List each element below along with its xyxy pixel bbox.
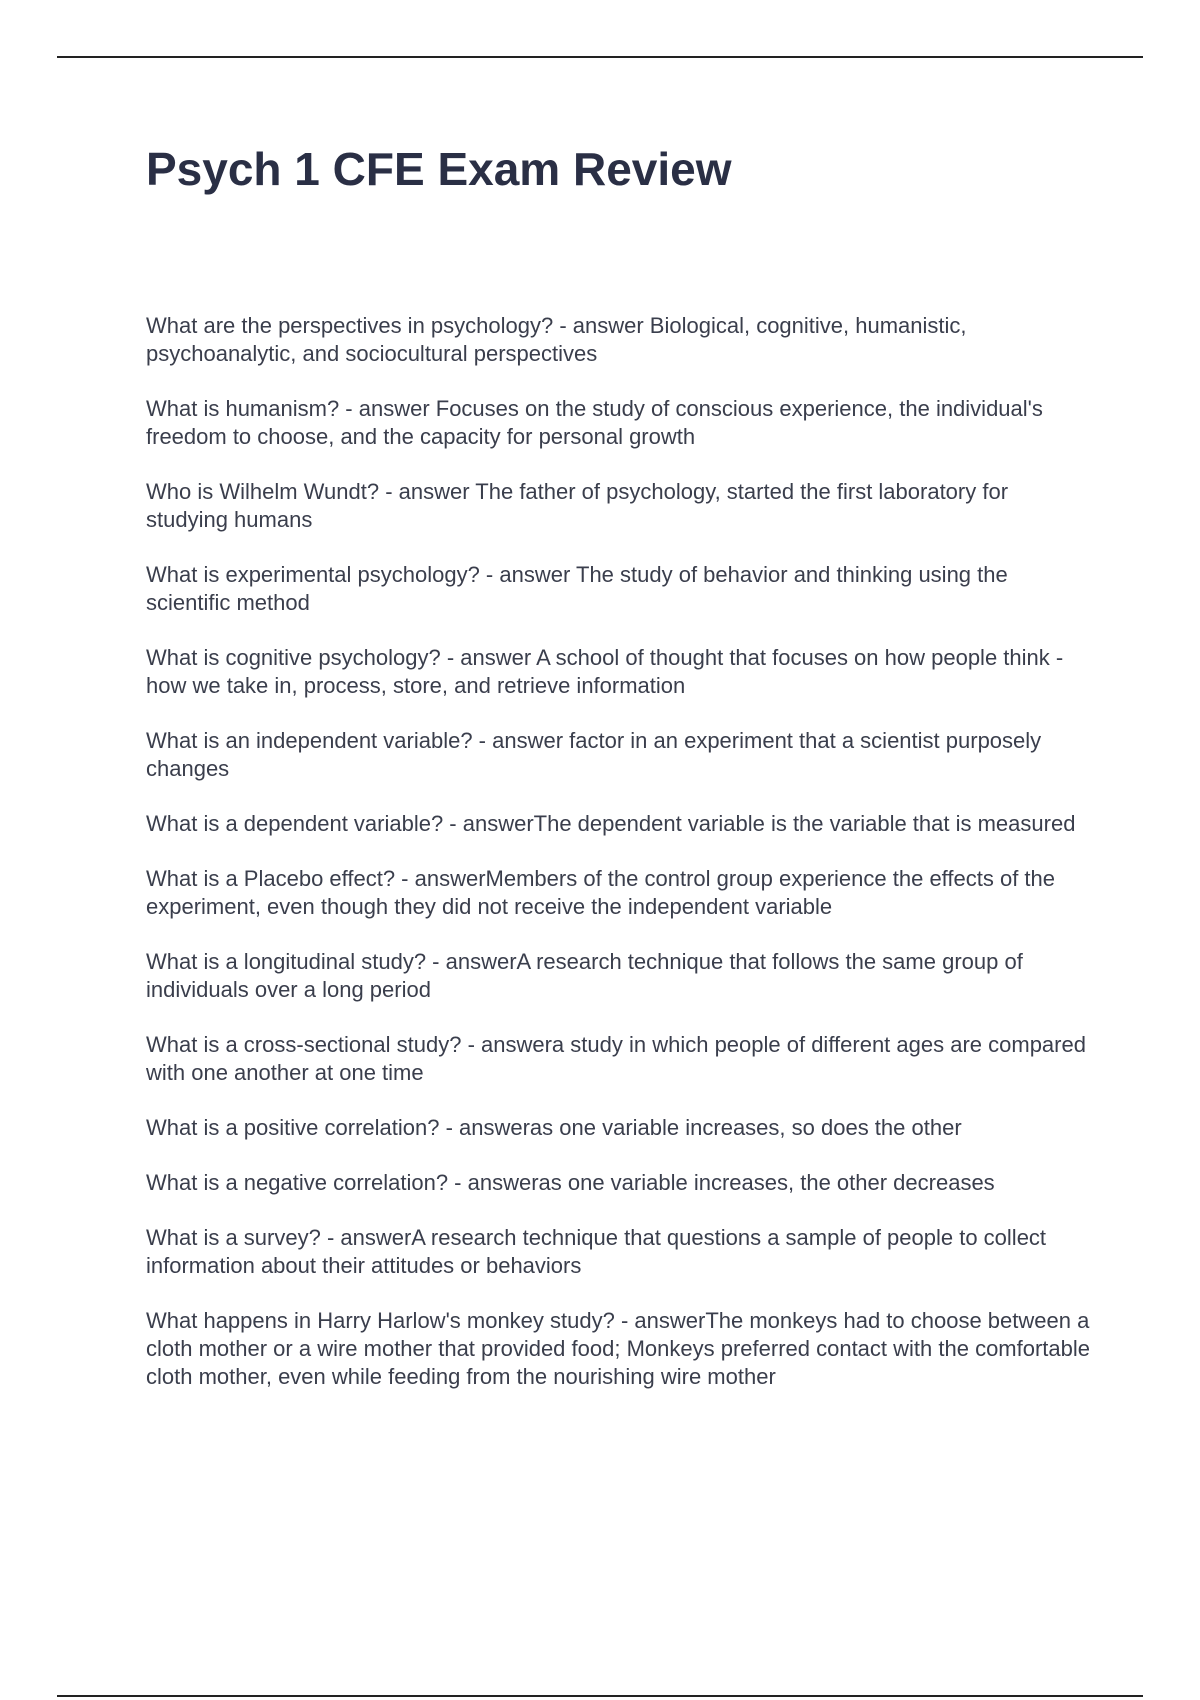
qa-item: What happens in Harry Harlow's monkey study? - answerThe monkeys had to choose between a cloth mother or a wire mother that provided food; Monkeys preferred contact with the comfortable cloth mother, even while feeding from the nourishing wire mother [146,1308,1091,1389]
qa-item: What is a Placebo effect? - answerMembers of the control group experience the effects of the experiment, even though they did not receive the independent variable [146,866,1056,919]
footer-divider [57,1695,1143,1697]
qa-item: Who is Wilhelm Wundt? - answer The father of psychology, started the first laboratory for studying humans [146,479,1009,532]
qa-item: What is an independent variable? - answer factor in an experiment that a scientist purposely changes [146,728,1042,781]
qa-item: What is humanism? - answer Focuses on the study of conscious experience, the individual's freedom to choose, and the capacity for personal growth [146,396,1043,449]
qa-item: What are the perspectives in psychology? - answer Biological, cognitive, humanistic, psychoanalytic, and sociocultural perspectives [146,313,967,366]
qa-item: What is a cross-sectional study? - answera study in which people of different ages are compared with one another at one time [146,1032,1086,1085]
page-title: Psych 1 CFE Exam Review [146,143,732,195]
qa-item: What is experimental psychology? - answer The study of behavior and thinking using the scientific method [146,562,1008,615]
qa-list [146,312,1096,1418]
qa-item: What is a longitudinal study? - answerA research technique that follows the same group of individuals over a long period [146,949,1023,1002]
qa-item: What is cognitive psychology? - answer A school of thought that focuses on how people think - how we take in, process, store, and retrieve information [146,645,1064,698]
qa-item: What is a negative correlation? - answeras one variable increases, the other decreases [146,1170,995,1195]
qa-item: What is a survey? - answerA research technique that questions a sample of people to collect information about their attitudes or behaviors [146,1225,1047,1278]
qa-item: What is a positive correlation? - answeras one variable increases, so does the other [146,1115,962,1140]
header-divider [57,56,1143,58]
qa-item: What is a dependent variable? - answerThe dependent variable is the variable that is measured [146,811,1076,836]
